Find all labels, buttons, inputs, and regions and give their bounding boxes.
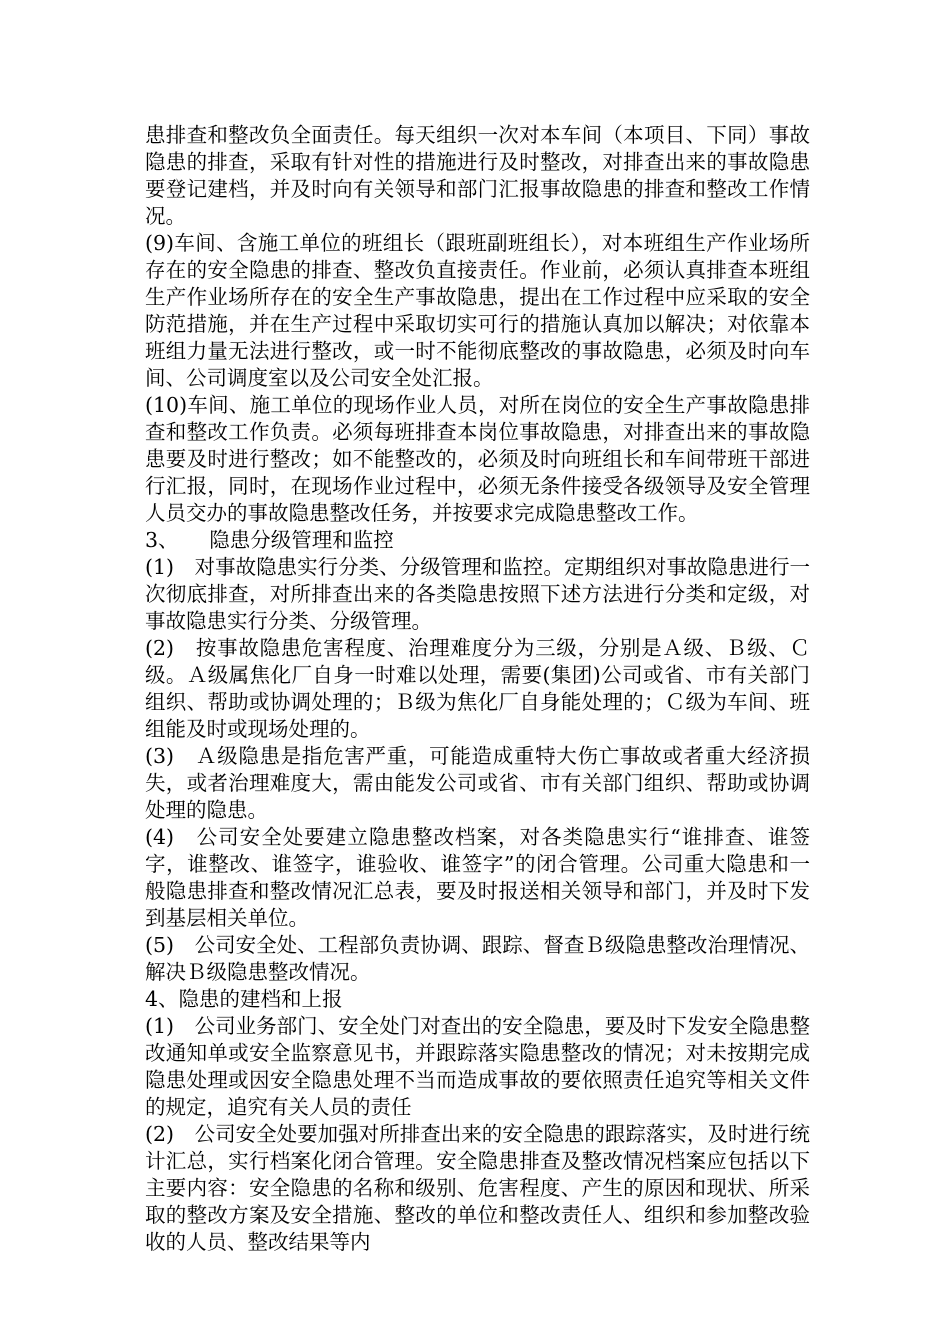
document-page bbox=[145, 122, 810, 1256]
paragraph-continuation: 患排查和整改负全面责任。每天组织一次对本车间（本项目、下同）事故隐患的排查，采取有针对性的措施进行及时整改，对排查出来的事故隐患要登记建档，并及时向有关领导和部门汇报事故隐患的排查和整改工作情况。 bbox=[145, 123, 810, 228]
section-heading-3: 3、 隐患分级管理和监控 bbox=[145, 528, 394, 552]
paragraph-3-5: (5) 公司安全处、工程部负责协调、跟踪、督查Ｂ级隐患整改治理情况、解决Ｂ级隐患整改情况。 bbox=[145, 933, 810, 984]
paragraph-4-1: (1) 公司业务部门、安全处门对查出的安全隐患，要及时下发安全隐患整改通知单或安全监察意见书，并跟踪落实隐患整改的情况；对未按期完成隐患处理或因安全隐患处理不当而造成事故的要依照责任追究等相关文件的规定，追究有关人员的责任 bbox=[145, 1014, 810, 1119]
paragraph-item-10: (10)车间、施工单位的现场作业人员，对所在岗位的安全生产事故隐患排查和整改工作负责。必须每班排查本岗位事故隐患，对排查出来的事故隐患要及时进行整改；如不能整改的，必须及时向班组长和车间带班干部进行汇报，同时，在现场作业过程中，必须无条件接受各级领导及安全管理人员交办的事故隐患整改任务，并按要求完成隐患整改工作。 bbox=[145, 393, 810, 525]
section-heading-4: 4、隐患的建档和上报 bbox=[145, 987, 343, 1011]
paragraph-3-3: (3) Ａ级隐患是指危害严重，可能造成重特大伤亡事故或者重大经济损失，或者治理难度大，需由能发公司或省、市有关部门组织、帮助或协调处理的隐患。 bbox=[145, 744, 810, 822]
paragraph-3-2: (2) 按事故隐患危害程度、治理难度分为三级，分别是Ａ级、Ｂ级、Ｃ级。Ａ级属焦化厂自身一时难以处理，需要(集团)公司或省、市有关部门组织、帮助或协调处理的；Ｂ级为焦化厂自身能处理的；Ｃ级为车间、班组能及时或现场处理的。 bbox=[145, 636, 810, 741]
paragraph-item-9: (9)车间、含施工单位的班组长（跟班副班组长），对本班组生产作业场所存在的安全隐患的排查、整改负直接责任。作业前，必须认真排查本班组生产作业场所存在的安全生产事故隐患，提出在工作过程中应采取的安全防范措施，并在生产过程中采取切实可行的措施认真加以解决；对依靠本班组力量无法进行整改，或一时不能彻底整改的事故隐患，必须及时向车间、公司调度室以及公司安全处汇报。 bbox=[145, 231, 810, 390]
paragraph-4-2: (2) 公司安全处要加强对所排查出来的安全隐患的跟踪落实，及时进行统计汇总，实行档案化闭合管理。安全隐患排查及整改情况档案应包括以下主要内容：安全隐患的名称和级别、危害程度、产生的原因和现状、所采取的整改方案及安全措施、整改的单位和整改责任人、组织和参加整改验收的人员、整改结果等内 bbox=[145, 1122, 810, 1254]
paragraph-3-1: (1) 对事故隐患实行分类、分级管理和监控。定期组织对事故隐患进行一次彻底排查，对所排查出来的各类隐患按照下述方法进行分类和定级，对事故隐患实行分类、分级管理。 bbox=[145, 555, 810, 633]
paragraph-3-4: (4) 公司安全处要建立隐患整改档案，对各类隐患实行“谁排查、谁签字，谁整改、谁签字，谁验收、谁签字”的闭合管理。公司重大隐患和一般隐患排查和整改情况汇总表，要及时报送相关领导和部门，并及时下发到基层相关单位。 bbox=[145, 825, 810, 930]
